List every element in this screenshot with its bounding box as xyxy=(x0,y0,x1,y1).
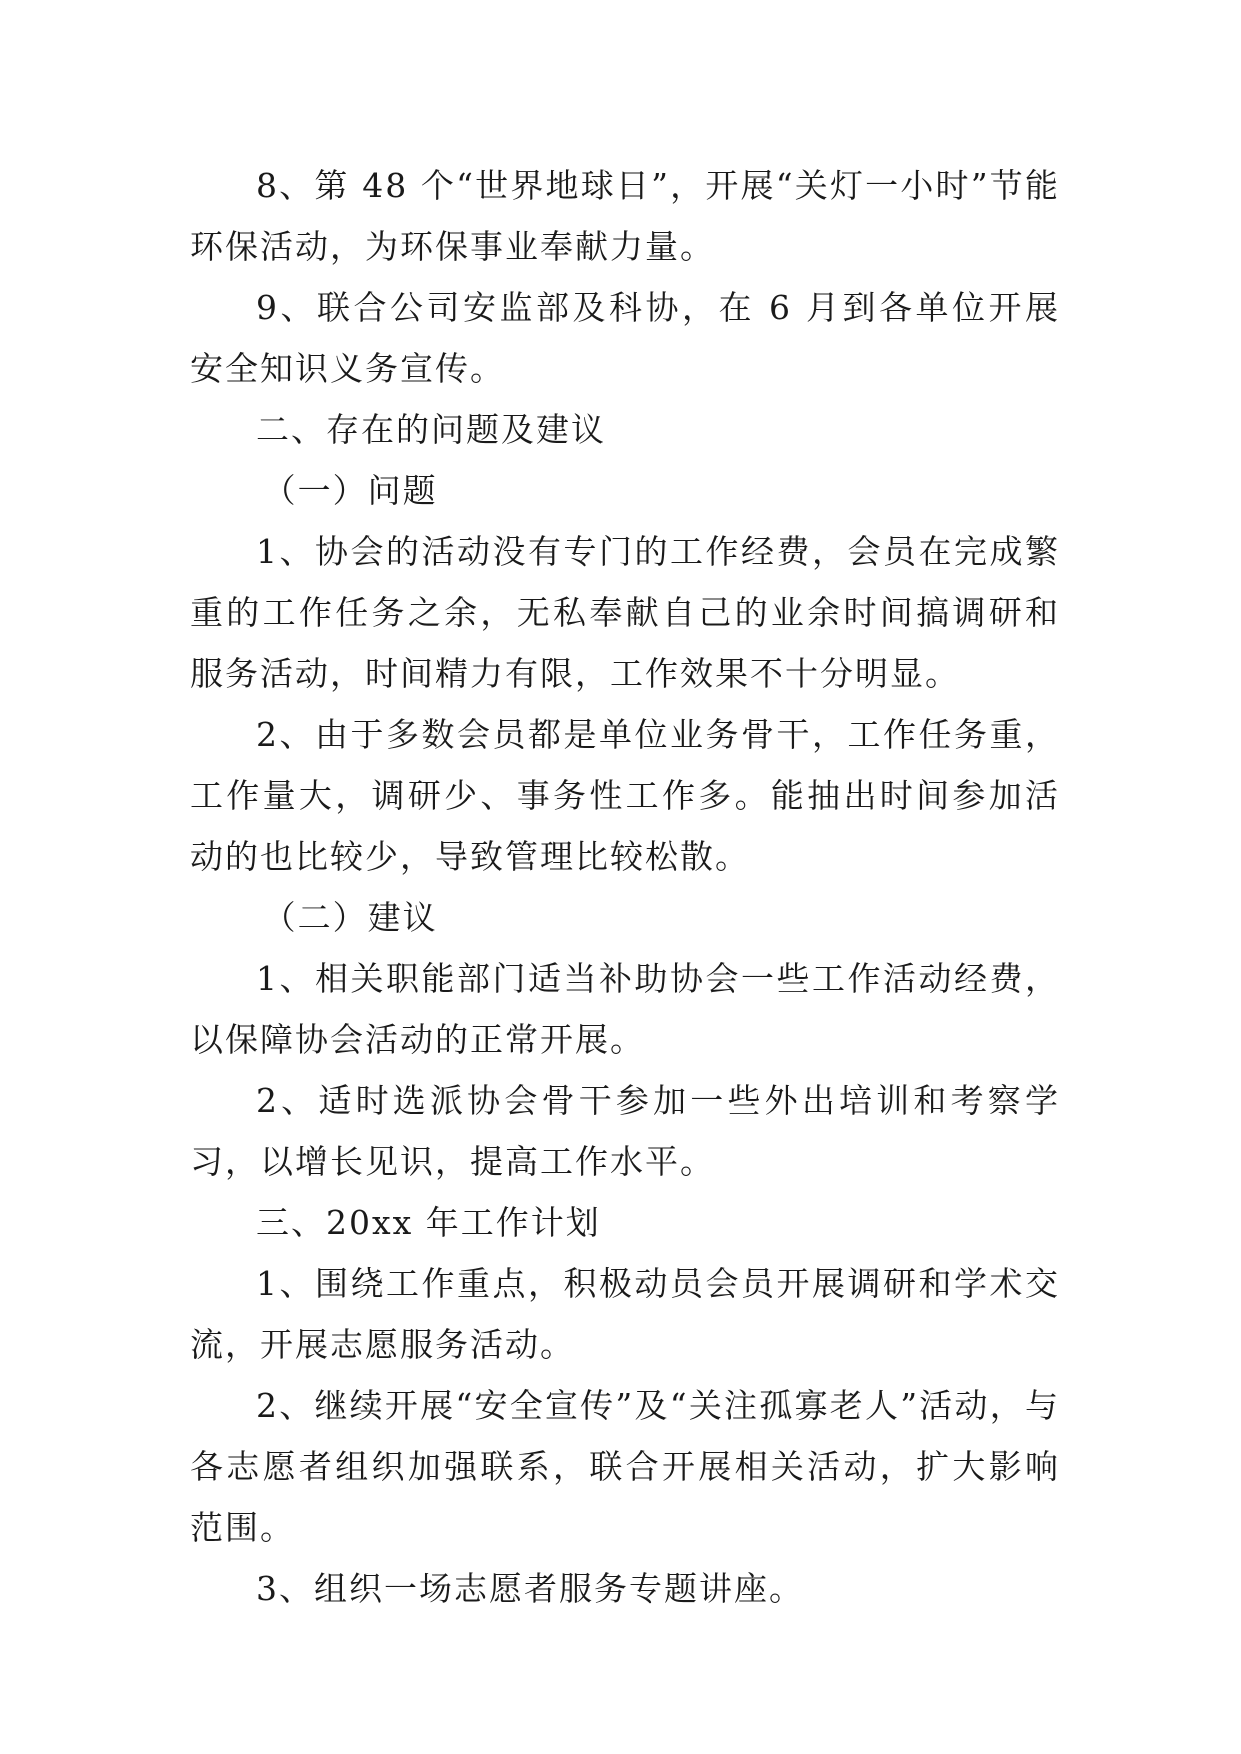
document-body xyxy=(190,155,1060,1619)
plan-item-1: 1、围绕工作重点，积极动员会员开展调研和学术交流，开展志愿服务活动。 xyxy=(190,1264,1060,1364)
section-heading-work-plan: 三、20xx 年工作计划 xyxy=(256,1203,601,1242)
section-heading-problems-suggestions: 二、存在的问题及建议 xyxy=(256,410,606,449)
suggestion-item-2: 2、适时选派协会骨干参加一些外出培训和考察学习，以增长见识，提高工作水平。 xyxy=(190,1081,1060,1181)
paragraph-item-8: 8、第 48 个“世界地球日”，开展“关灯一小时”节能环保活动，为环保事业奉献力量。 xyxy=(190,166,1060,266)
plan-item-3: 3、组织一场志愿者服务专题讲座。 xyxy=(256,1569,804,1608)
paragraph-item-9: 9、联合公司安监部及科协，在 6 月到各单位开展安全知识义务宣传。 xyxy=(190,288,1060,388)
problem-item-2: 2、由于多数会员都是单位业务骨干，工作任务重，工作量大，调研少、事务性工作多。能抽出时间参加活动的也比较少，导致管理比较松散。 xyxy=(190,715,1060,876)
plan-item-2: 2、继续开展“安全宣传”及“关注孤寡老人”活动，与各志愿者组织加强联系，联合开展相关活动，扩大影响范围。 xyxy=(190,1386,1060,1547)
suggestion-item-1: 1、相关职能部门适当补助协会一些工作活动经费，以保障协会活动的正常开展。 xyxy=(190,959,1060,1059)
problem-item-1: 1、协会的活动没有专门的工作经费，会员在完成繁重的工作任务之余，无私奉献自己的业余时间搞调研和服务活动，时间精力有限，工作效果不十分明显。 xyxy=(190,532,1060,693)
subheading-suggestions: （二）建议 xyxy=(262,898,438,937)
subheading-problems: （一）问题 xyxy=(262,471,438,510)
